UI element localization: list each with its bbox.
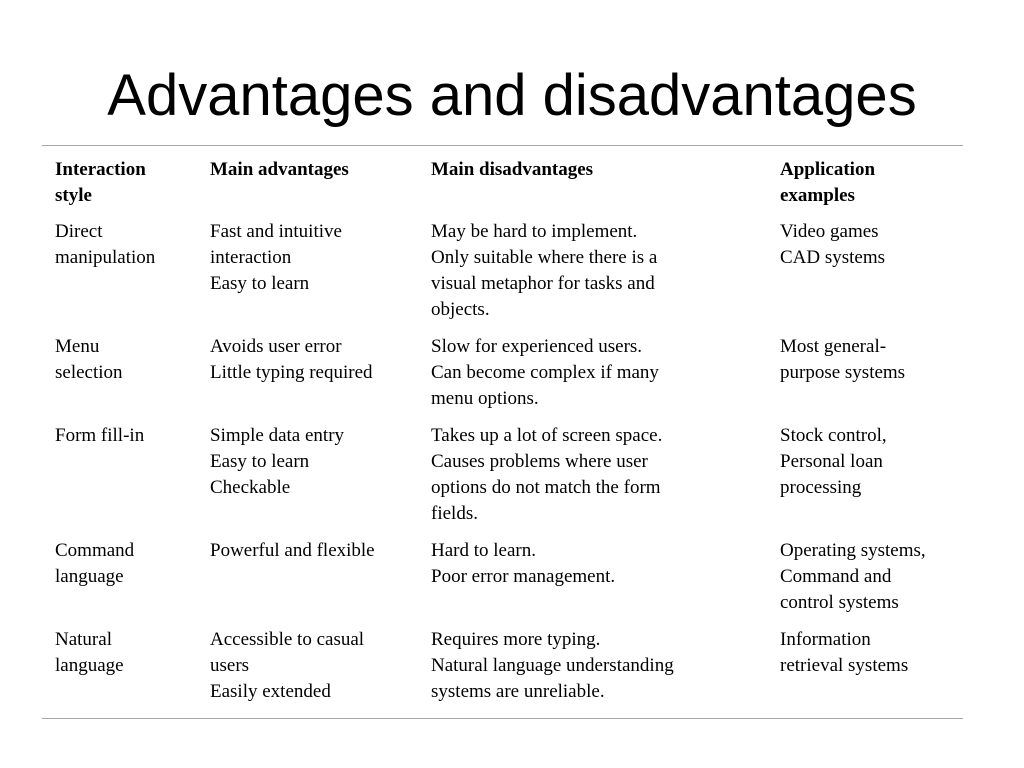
cell-line: Most general- (780, 336, 887, 357)
cell-line: control systems (780, 592, 899, 613)
cell-line: Fast and intuitive (210, 221, 342, 242)
cell-line: May be hard to implement. (431, 221, 638, 242)
table-header-row (55, 157, 965, 209)
table-row (55, 538, 965, 616)
cell-line: Easily extended (210, 681, 331, 702)
table-top-rule (42, 145, 963, 146)
cell-line: manipulation (55, 247, 156, 268)
cell-line: visual metaphor for tasks and (431, 273, 655, 294)
cell-line: Information (780, 629, 871, 650)
cell-line: language (55, 566, 124, 587)
cell-line: retrieval systems (780, 655, 909, 676)
cell-line: Personal loan (780, 451, 883, 472)
table-row (55, 334, 965, 412)
cell-advantages (210, 423, 431, 501)
cell-line: Requires more typing. (431, 629, 601, 650)
cell-line: Takes up a lot of screen space. (431, 425, 663, 446)
cell-line: Operating systems, (780, 540, 926, 561)
cell-line: Causes problems where user (431, 451, 648, 472)
header-main-advantages (210, 157, 431, 183)
cell-advantages (210, 627, 431, 705)
cell-examples (780, 627, 965, 679)
cell-line: fields. (431, 503, 478, 524)
header-application-examples (780, 157, 965, 209)
header-main-disadvantages (431, 157, 780, 183)
header-interaction-style (55, 157, 210, 209)
cell-line: Form fill-in (55, 425, 145, 446)
cell-line: Natural (55, 629, 112, 650)
cell-disadvantages (431, 334, 780, 412)
cell-line: Natural language understanding (431, 655, 674, 676)
comparison-table (55, 157, 965, 716)
cell-line: language (55, 655, 124, 676)
cell-line: objects. (431, 299, 490, 320)
cell-line: Accessible to casual (210, 629, 365, 650)
cell-line: Simple data entry (210, 425, 345, 446)
cell-line: Can become complex if many (431, 362, 659, 383)
cell-line: Avoids user error (210, 336, 342, 357)
header-line: style (55, 185, 92, 206)
cell-line: Easy to learn (210, 451, 310, 472)
cell-disadvantages (431, 627, 780, 705)
cell-examples (780, 219, 965, 271)
cell-line: options do not match the form (431, 477, 661, 498)
cell-line: systems are unreliable. (431, 681, 605, 702)
cell-examples (780, 423, 965, 501)
cell-line: Direct (55, 221, 103, 242)
cell-style (55, 538, 210, 590)
cell-line: Only suitable where there is a (431, 247, 658, 268)
cell-line: interaction (210, 247, 292, 268)
cell-line: users (210, 655, 250, 676)
cell-line: Hard to learn. (431, 540, 536, 561)
table-bottom-rule (42, 718, 963, 719)
cell-disadvantages (431, 538, 780, 590)
cell-line: Command (55, 540, 135, 561)
cell-style (55, 627, 210, 679)
header-line: examples (780, 185, 855, 206)
header-line: Main disadvantages (431, 159, 594, 180)
table-row (55, 219, 965, 323)
cell-line: Powerful and flexible (210, 540, 375, 561)
cell-advantages (210, 219, 431, 297)
cell-line: Easy to learn (210, 273, 310, 294)
table-row (55, 627, 965, 705)
cell-line: Checkable (210, 477, 291, 498)
slide-title: Advantages and disadvantages (107, 63, 917, 128)
cell-line: Command and (780, 566, 892, 587)
cell-line: Menu (55, 336, 100, 357)
cell-examples (780, 334, 965, 386)
cell-line: selection (55, 362, 123, 383)
cell-style (55, 423, 210, 449)
header-line: Application (780, 159, 876, 180)
cell-line: Little typing required (210, 362, 373, 383)
cell-line: processing (780, 477, 862, 498)
cell-line: purpose systems (780, 362, 906, 383)
cell-disadvantages (431, 423, 780, 527)
cell-examples (780, 538, 965, 616)
table-row (55, 423, 965, 527)
cell-line: Poor error management. (431, 566, 616, 587)
header-line: Interaction (55, 159, 146, 180)
cell-line: menu options. (431, 388, 539, 409)
cell-line: Stock control, (780, 425, 887, 446)
cell-style (55, 334, 210, 386)
header-line: Main advantages (210, 159, 349, 180)
cell-line: CAD systems (780, 247, 886, 268)
cell-style (55, 219, 210, 271)
cell-line: Video games (780, 221, 879, 242)
cell-line: Slow for experienced users. (431, 336, 643, 357)
cell-disadvantages (431, 219, 780, 323)
cell-advantages (210, 538, 431, 564)
cell-advantages (210, 334, 431, 386)
